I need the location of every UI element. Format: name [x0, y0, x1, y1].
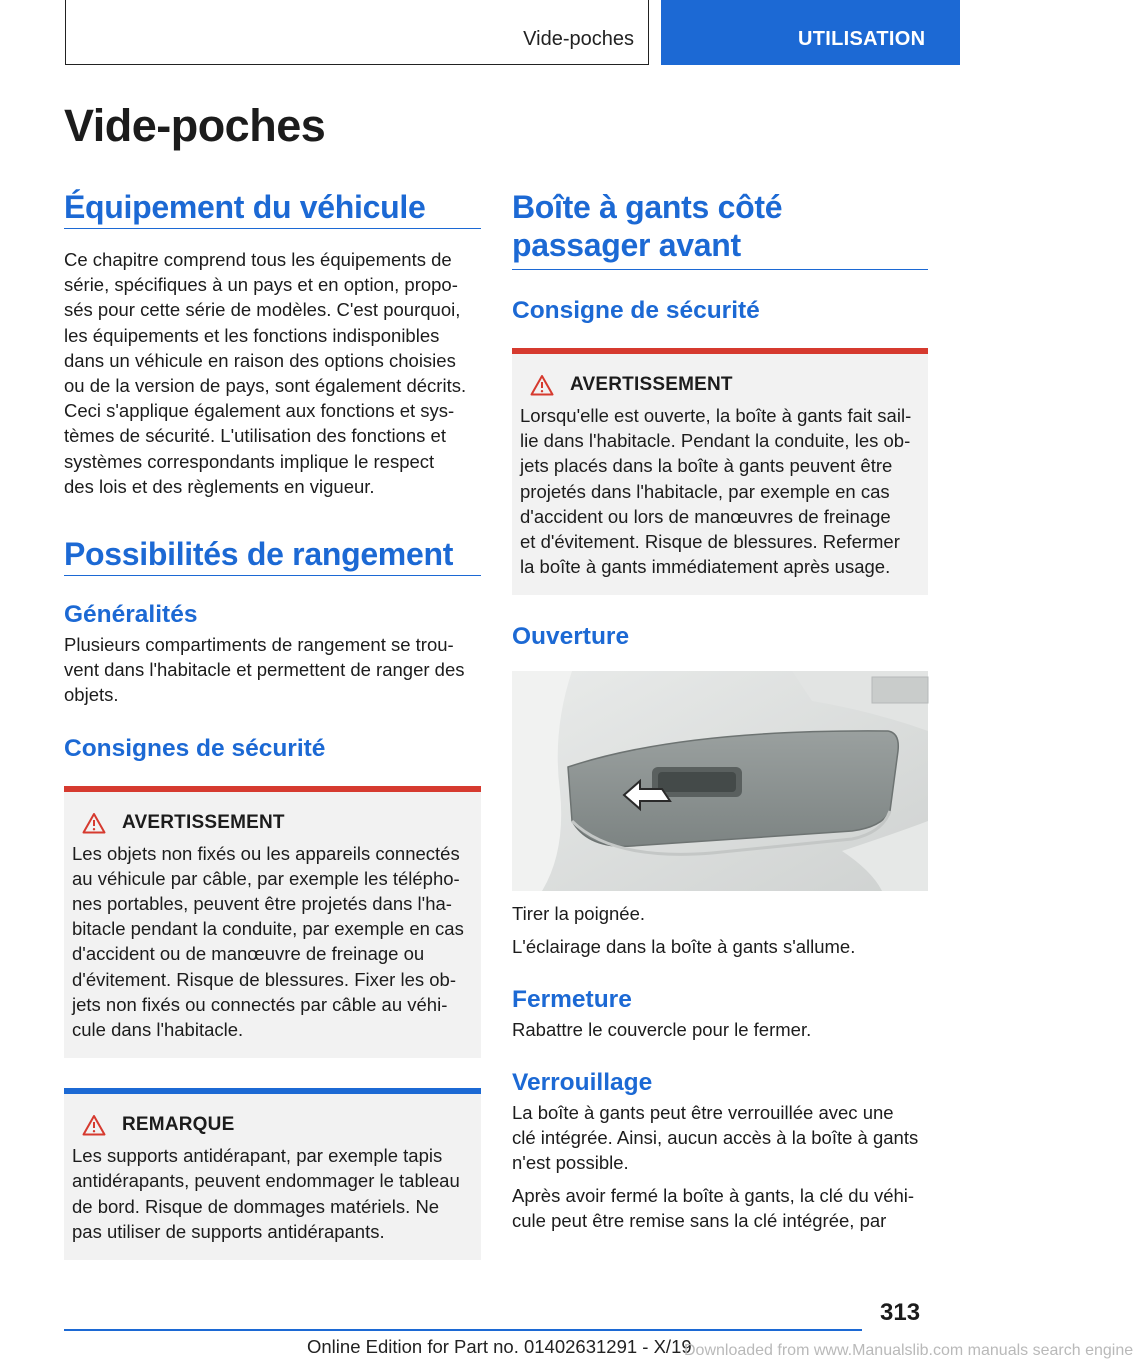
right-column	[512, 188, 928, 1233]
warning-triangle-icon	[530, 374, 554, 396]
note-box	[64, 1088, 481, 1260]
note-text: Les supports antidérapant, par exemple tapis antidérapants, peuvent endommager le tableau de bord. Risque de dommages matériels. Ne pas utiliser de supports antidérapants.	[72, 1145, 460, 1242]
warning-box	[64, 786, 481, 1059]
note-label: REMARQUE	[122, 1114, 235, 1136]
note-header	[72, 1111, 473, 1139]
warning-label-right: AVERTISSEMENT	[570, 374, 733, 395]
header-chapter-tab	[661, 0, 960, 65]
heading-verrouillage: Verrouillage	[512, 1069, 653, 1097]
heading-generalites: Généralités	[64, 601, 198, 629]
warning-triangle-icon	[82, 1114, 106, 1136]
paragraph-fermeture: Rabattre le couvercle pour le fermer.	[512, 1018, 812, 1040]
paragraph-eclairage: L'éclairage dans la boîte à gants s'allume.	[512, 935, 856, 957]
heading-consigne-securite: Consigne de sécurité	[512, 297, 760, 324]
glovebox-photo	[512, 671, 928, 891]
paragraph-equipement: Ce chapitre comprend tous les équipements de série, spécifiques à un pays et en option, propo- sés pour cette série de modèles. C'est pourquoi, les équipements et les fonctions indisponibles dans un véhicule en raison des options choisies ou de la version de pays, sont également décrits. Ceci s'applique également aux fonctions et sys- tèmes de sécurité. L'utilisation des fonctions et systèmes correspondants implique le respect des lois et des règlements en vigueur.	[64, 249, 467, 497]
header-section-title: Vide-poches	[523, 28, 634, 50]
left-column	[64, 188, 481, 1260]
header-chapter-title: UTILISATION	[798, 28, 926, 50]
heading-boite-wrap	[512, 188, 928, 270]
heading-fermeture: Fermeture	[512, 985, 632, 1013]
heading-possibilites-wrap	[64, 535, 481, 576]
heading-equipement-wrap	[64, 188, 481, 229]
heading-equipement: Équipement du véhicule	[64, 189, 426, 225]
heading-possibilites: Possibilités de rangement	[64, 536, 454, 573]
warning-text-right: Lorsqu'elle est ouverte, la boîte à gants fait sail- lie dans l'habitacle. Pendant la conduite, les ob- jets placés dans la boîte à gants peuvent être projetés dans l'habitacle, par exemple en cas d'accident ou lors de manœuvres de freinage et d'évitement. Risque de blessures. Refermer la boîte à gants immédiatement après usage.	[520, 405, 912, 578]
heading-consignes: Consignes de sécurité	[64, 734, 326, 762]
warning-label: AVERTISSEMENT	[122, 811, 285, 833]
header-section-tab	[65, 0, 649, 65]
warning-triangle-icon	[82, 812, 106, 834]
warning-header-right	[520, 371, 920, 399]
paragraph-tirer: Tirer la poignée.	[512, 903, 645, 925]
warning-box-right	[512, 348, 928, 595]
footer-edition: Online Edition for Part no. 01402631291 - X/19	[307, 1336, 692, 1357]
heading-ouverture: Ouverture	[512, 623, 630, 651]
footer-rule	[64, 1329, 862, 1331]
download-watermark: Downloaded from www.Manualslib.com manuals search engine	[684, 1342, 1133, 1359]
page-number: 313	[880, 1299, 921, 1326]
paragraph-verrouillage-1: La boîte à gants peut être verrouillée avec une clé intégrée. Ainsi, aucun accès à la boîte à gants n'est possible.	[512, 1102, 919, 1174]
paragraph-generalites: Plusieurs compartiments de rangement se trou- vent dans l'habitacle et permettent de ranger des objets.	[64, 634, 465, 706]
paragraph-verrouillage-2: Après avoir fermé la boîte à gants, la clé du véhi- cule peut être remise sans la clé intégrée, par	[512, 1184, 915, 1231]
heading-boite-a-gants: Boîte à gants côté passager avant	[512, 189, 783, 263]
glovebox-illustration	[512, 671, 928, 891]
warning-header	[72, 809, 473, 837]
warning-text: Les objets non fixés ou les appareils connectés au véhicule par câble, par exemple les télépho- nes portables, peuvent être projetés dans l'ha- bitacle pendant la conduite, par exemple en cas d'accident ou de manœuvre de freinage ou d'évitement. Risque de blessures. Fixer les ob- jets non fixés ou connectés par câble au véhi- cule dans l'habitacle.	[72, 842, 464, 1041]
page-title: Vide-poches	[64, 100, 326, 151]
